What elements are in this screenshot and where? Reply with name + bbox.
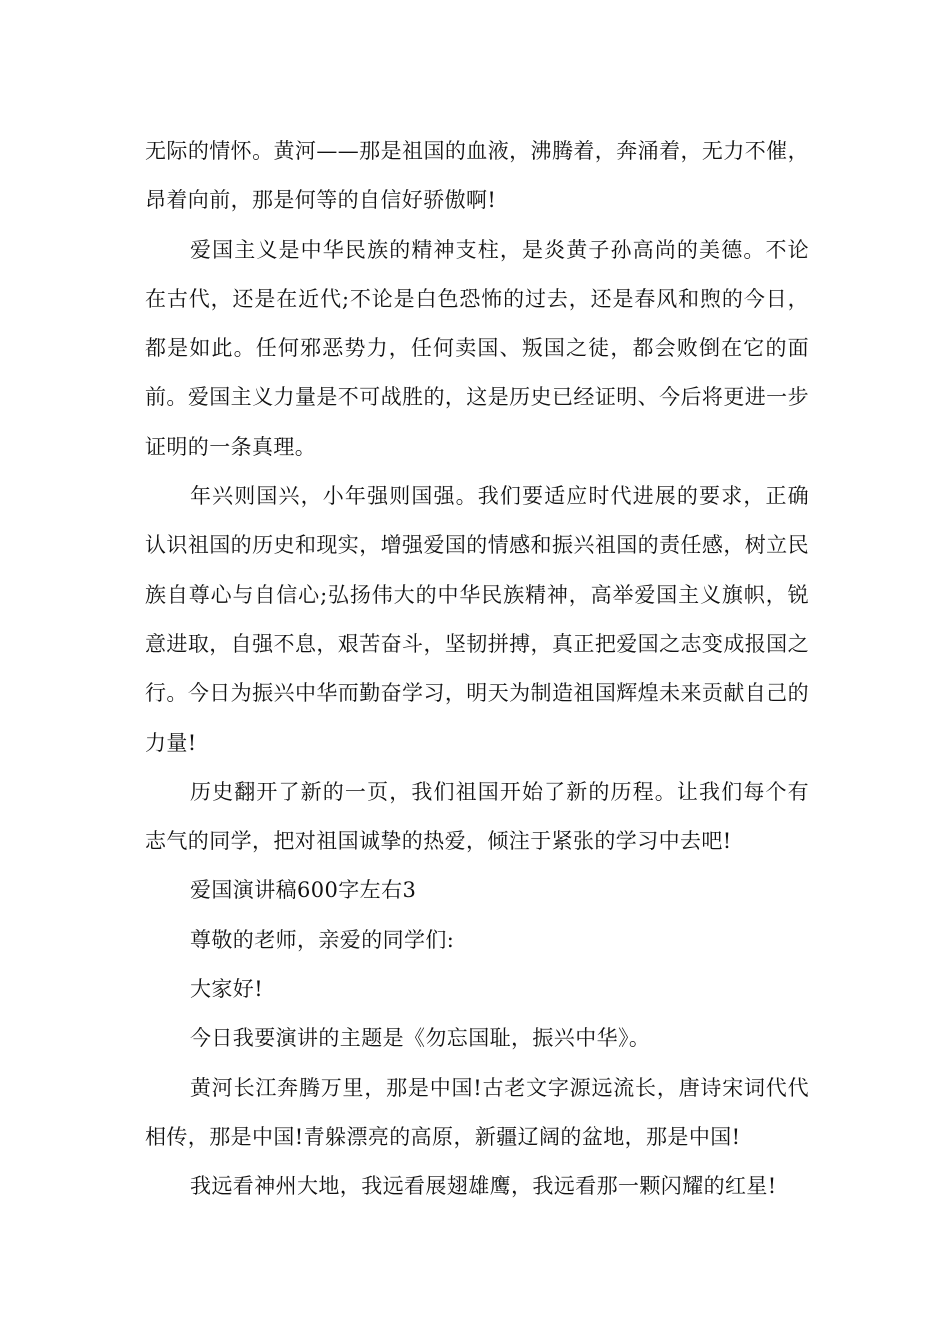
paragraph-4: 历史翻开了新的一页，我们祖国开始了新的历程。让我们每个有志气的同学，把对祖国诚挚的热爱，倾注于紧张的学习中去吧! <box>145 779 809 854</box>
salutation: 尊敬的老师，亲爱的同学们: <box>190 927 455 952</box>
greeting: 大家好! <box>190 977 264 1002</box>
paragraph-1: 无际的情怀。黄河——那是祖国的血液，沸腾着，奔涌着，无力不催，昂着向前，那是何等的自信好骄傲啊! <box>145 139 809 213</box>
document-body <box>145 127 809 1212</box>
paragraph-2: 爱国主义是中华民族的精神支柱，是炎黄子孙高尚的美德。不论在古代，还是在近代;不论是白色恐怖的过去，还是春风和煦的今日，都是如此。任何邪恶势力，任何卖国、叛国之徒，都会败倒在它的面前。爱国主义力量是不可战胜的，这是历史已经证明、今后将更进一步证明的一条真理。 <box>145 237 809 459</box>
paragraph-3: 年兴则国兴，小年强则国强。我们要适应时代进展的要求，正确认识祖国的历史和现实，增强爱国的情感和振兴祖国的责任感，树立民族自尊心与自信心;弘扬伟大的中华民族精神，高举爱国主义旗帜，锐意进取，自强不息，艰苦奋斗，坚韧拼搏，真正把爱国之志变成报国之行。今日为振兴中华而勤奋学习，明天为制造祖国辉煌未来贡献自己的力量! <box>145 484 809 755</box>
section-heading: 爱国演讲稿600字左右3 <box>190 878 417 903</box>
topic-line: 今日我要演讲的主题是《勿忘国耻，振兴中华》。 <box>190 1026 651 1051</box>
paragraph-10: 我远看神州大地，我远看展翅雄鹰，我远看那一颗闪耀的红星! <box>190 1174 777 1199</box>
paragraph-9: 黄河长江奔腾万里，那是中国!古老文字源远流长，唐诗宋词代代相传，那是中国!青躲漂亮的高原，新疆辽阔的盆地，那是中国! <box>145 1075 809 1149</box>
